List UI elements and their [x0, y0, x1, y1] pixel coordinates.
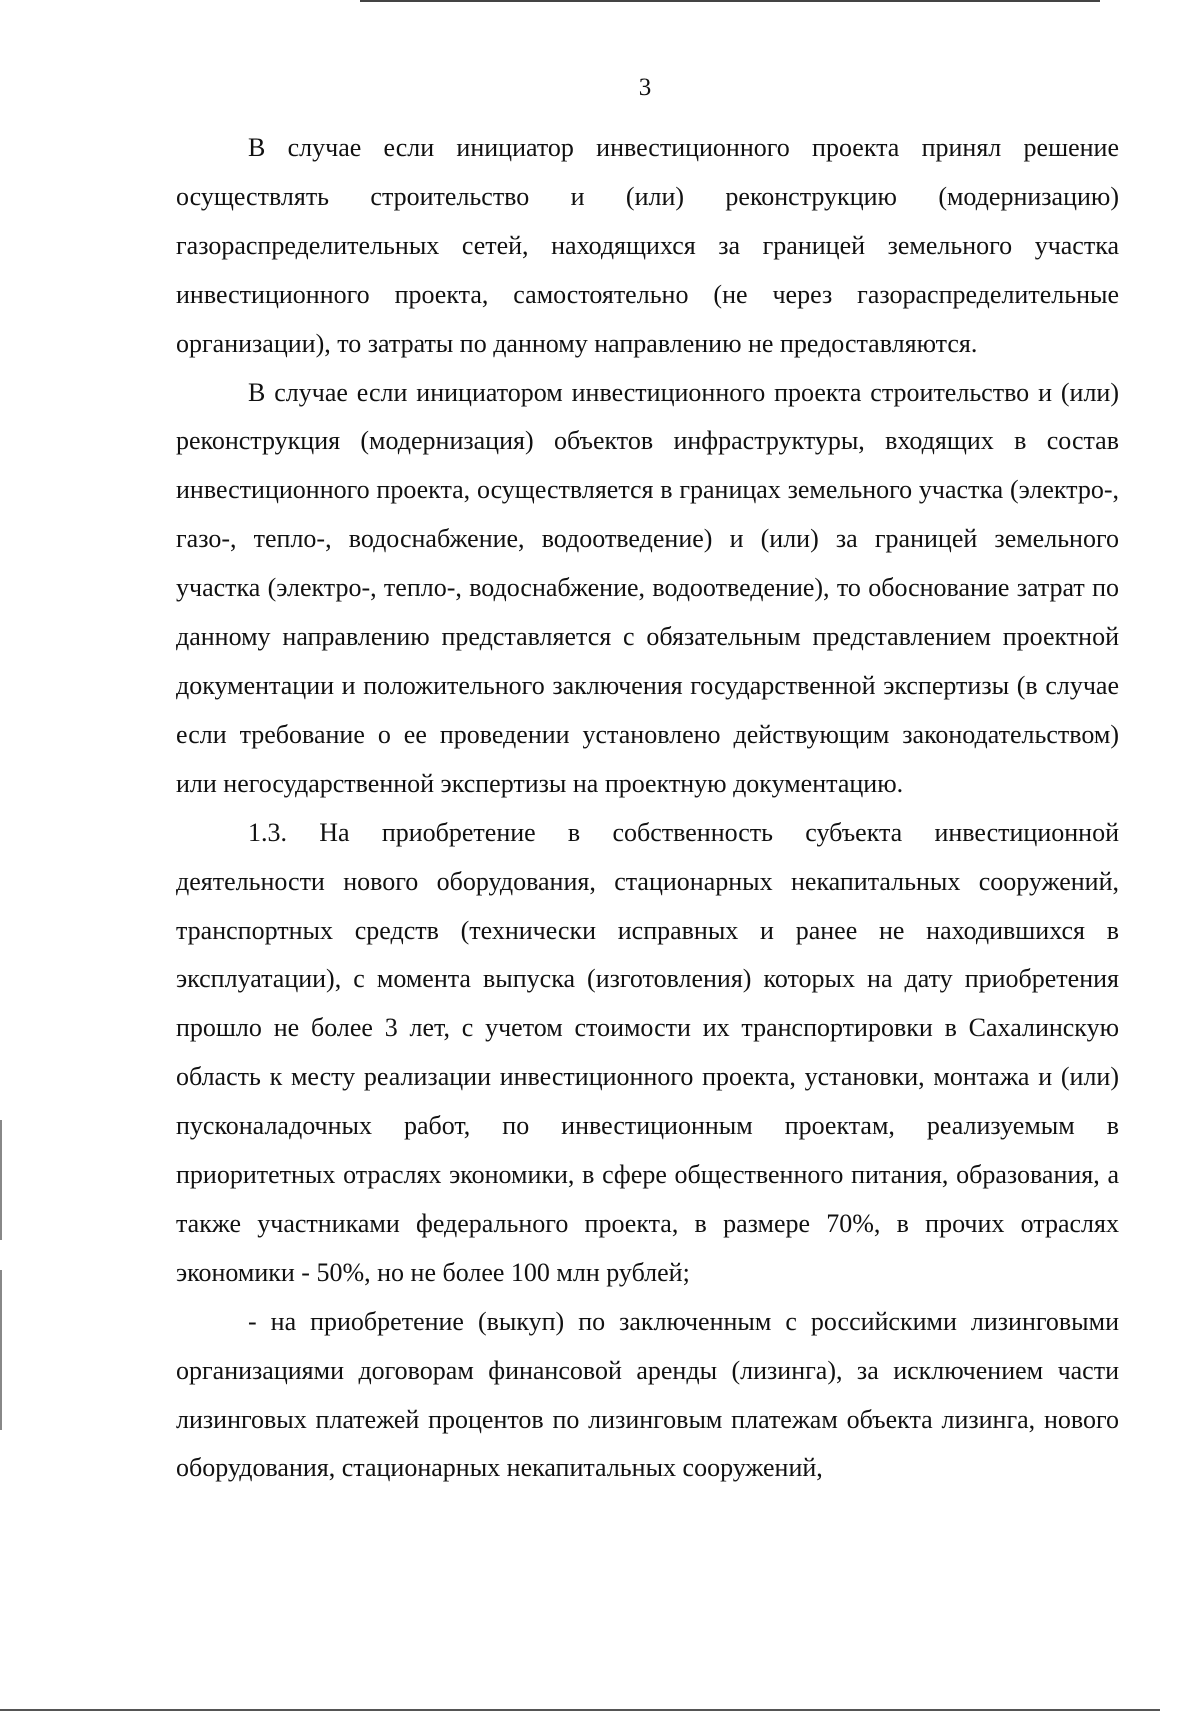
- document-body: [176, 124, 1119, 1493]
- scan-top-rule: [360, 0, 1100, 2]
- page-number: 3: [638, 74, 652, 101]
- paragraph-infrastructure: В случае если инициатором инвестиционного проекта строительство и (или) реконструкция (модернизация) объектов инфраструктуры, входящих в состав инвестиционного проекта, осуществляется в границах земельного участка (электро-, газо-, тепло-, водоснабжение, водоотведение) и (или) за границей земельного участка (электро-, тепло-, водоснабжение, водоотведение), то обоснование затрат по данному направлению представляется с обязательным представлением проектной документации и положительного заключения государственной экспертизы (в случае если требование о ее проведении установлено действующим законодательством) или негосударственной экспертизы на проектную документацию.: [176, 377, 1119, 798]
- scan-left-edge-mark: [0, 1120, 2, 1240]
- paragraph-gas-networks: В случае если инициатор инвестиционного проекта принял решение осуществлять строительство и (или) реконструкцию (модернизацию) газораспределительных сетей, находящихся за границей земельного участка инвестиционного проекта, самостоятельно (не через газораспределительные организации), то затраты по данному направлению не предоставляются.: [176, 133, 1119, 358]
- paragraph-leasing: - на приобретение (выкуп) по заключенным с российскими лизинговыми организациями договорам финансовой аренды (лизинга), за исключением части лизинговых платежей процентов по лизинговым платежам объекта лизинга, нового оборудования, стационарных некапитальных сооружений,: [176, 1306, 1119, 1483]
- paragraph-1-3-equipment: 1.3. На приобретение в собственность субъекта инвестиционной деятельности нового оборудования, стационарных некапитальных сооружений, транспортных средств (технически исправных и ранее не находившихся в эксплуатации), с момента выпуска (изготовления) которых на дату приобретения прошло не более 3 лет, с учетом стоимости их транспортировки в Сахалинскую область к месту реализации инвестиционного проекта, установки, монтажа и (или) пусконаладочных работ, по инвестиционным проектам, реализуемым в приоритетных отраслях экономики, в сфере общественного питания, образования, а также участниками федерального проекта, в размере 70%, в прочих отраслях экономики - 50%, но не более 100 млн рублей;: [176, 817, 1119, 1287]
- scan-left-edge-mark: [0, 1270, 2, 1430]
